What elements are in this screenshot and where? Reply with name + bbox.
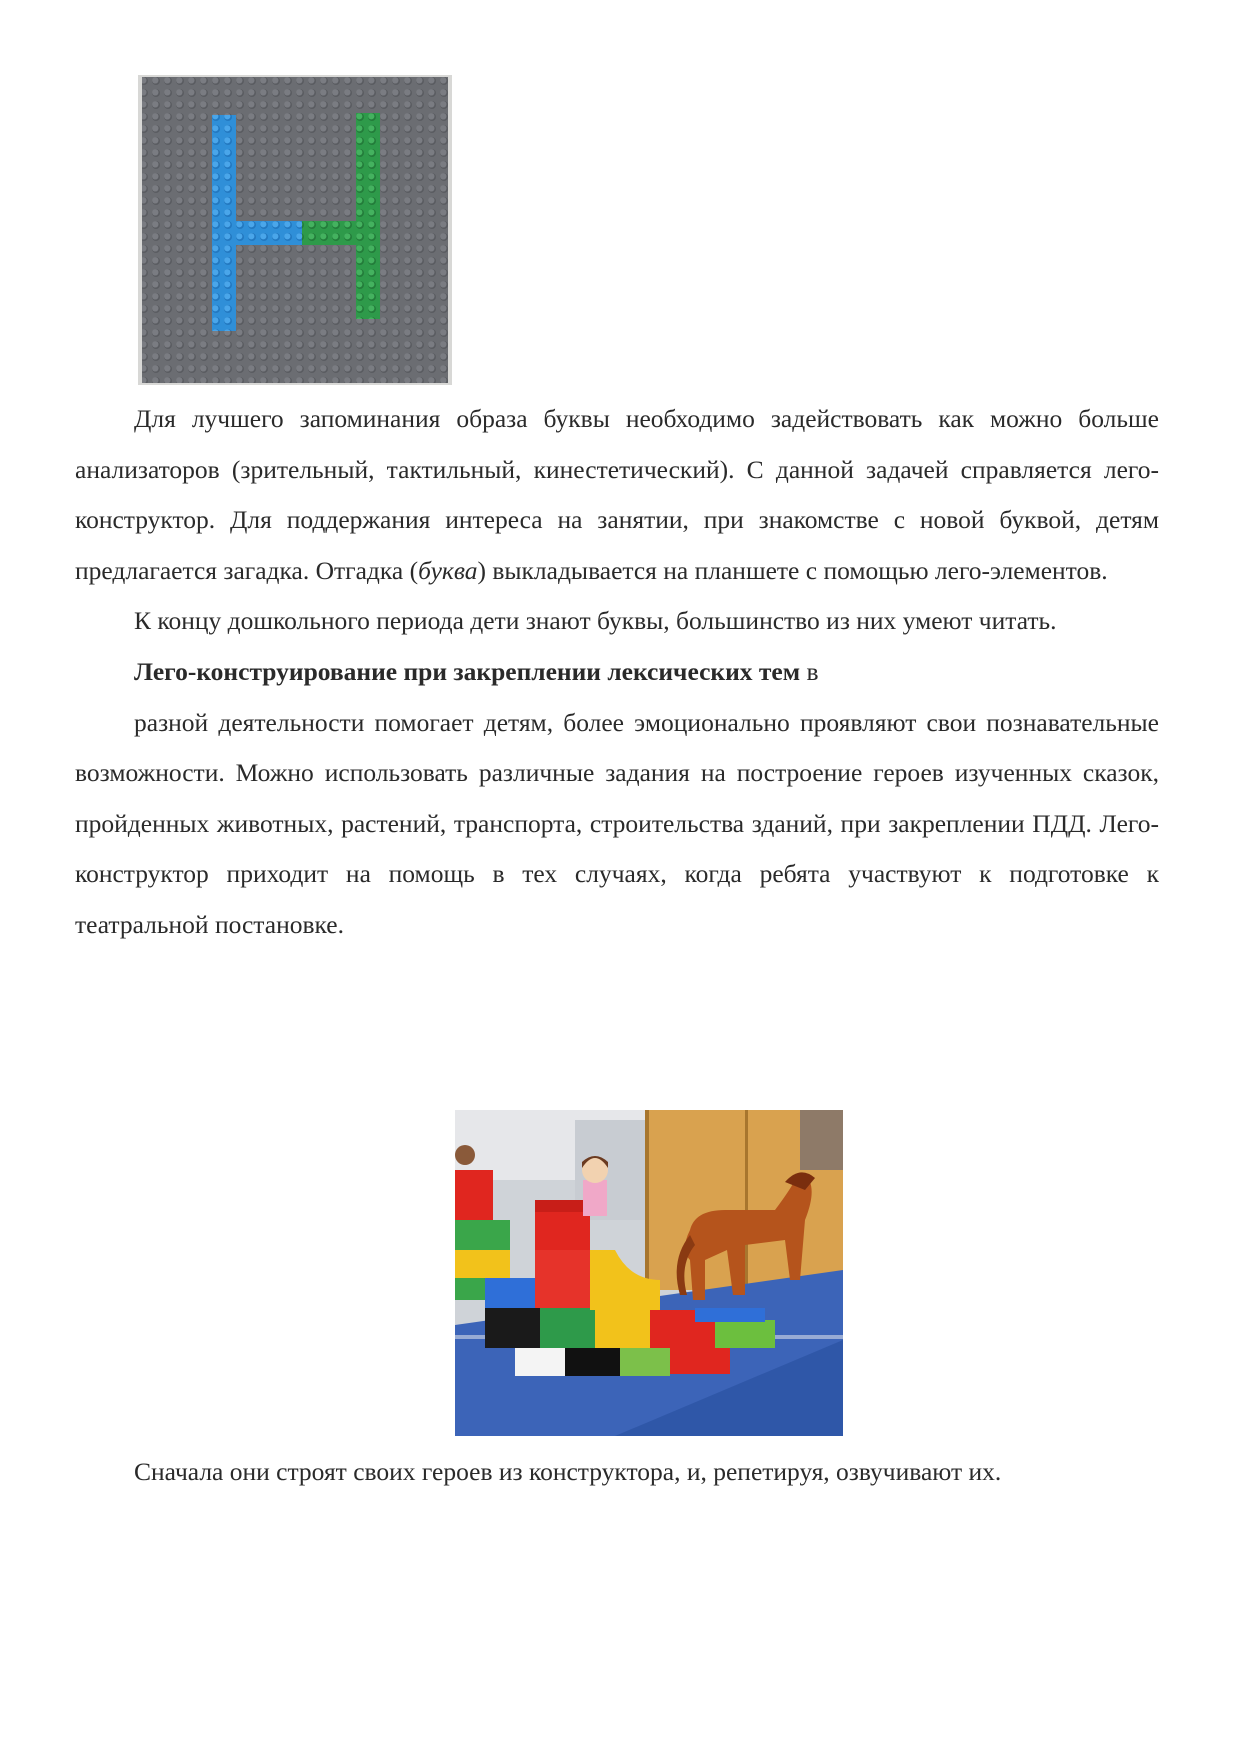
paragraph-text: Для лучшего запоминания образа буквы необходимо задействовать как можно больше анализаторов (зрительный, тактильный, кинестетический). С данной задачей справляется лего-конструктор. Для поддержания интереса на занятии, при знакомстве с новой буквой, детям предлагается загадка. Отгадка ( — [75, 404, 1159, 585]
lego-horse-scene-image — [455, 1110, 843, 1436]
green-brick-right — [356, 113, 380, 319]
italic-word: буква — [418, 555, 478, 585]
blue-brick-crossbar — [224, 221, 308, 245]
heading-tail-text: в — [800, 656, 819, 686]
paragraph-lexical-topics: разной деятельности помогает детям, более эмоционально проявляют свои познавательные возможности. Можно использовать различные задания на построение героев изученных сказок, пройденных животных, растений, транспорта, строительства зданий, при закреплении ПДД. Лего-конструктор приходит на помощь в тех случаях, когда ребята участвуют к подготовке к театральной постановке. — [75, 707, 1159, 939]
section-heading — [75, 647, 1159, 698]
lego-baseplate-letter-n-image — [138, 75, 452, 385]
paragraph-text-end: ) выкладывается на планшете с помощью лего-элементов. — [477, 555, 1108, 585]
paragraph-letter-memorization — [75, 394, 1159, 596]
green-brick-crossbar — [302, 221, 356, 245]
lego-scene-photo — [455, 1110, 843, 1436]
body-text-block-1 — [75, 394, 1159, 951]
heading-bold-text: Лего-конструирование при закреплении лексических тем — [134, 656, 801, 686]
photo-caption: Сначала они строят своих героев из конструктора, и, репетируя, озвучивают их. — [134, 1457, 1002, 1486]
lego-letter-photo — [138, 75, 452, 385]
paragraph-preschool: К концу дошкольного периода дети знают буквы, большинство из них умеют читать. — [134, 606, 1057, 636]
